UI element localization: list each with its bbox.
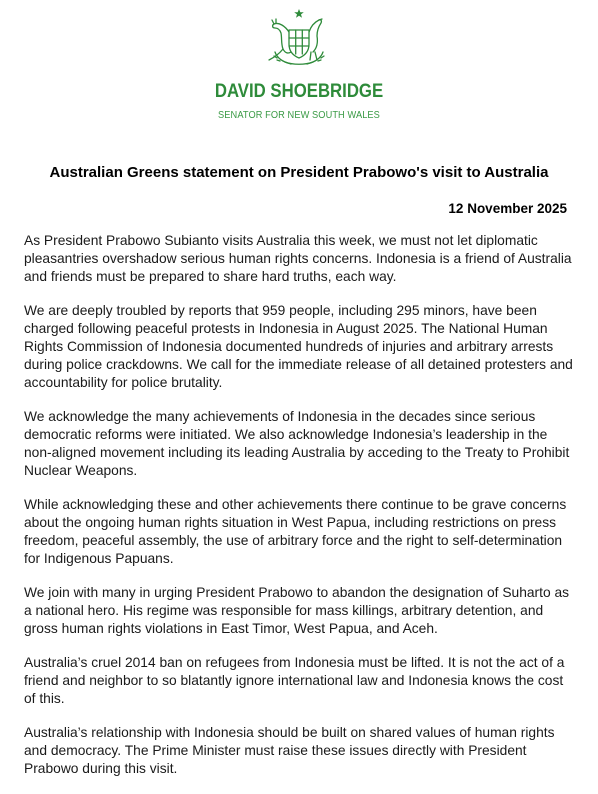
statement-body <box>24 232 576 794</box>
senator-name: DAVID SHOEBRIDGE <box>214 80 384 102</box>
senator-subtitle: SENATOR FOR NEW SOUTH WALES <box>218 109 380 121</box>
statement-date: 12 November 2025 <box>448 201 567 216</box>
paragraph: We join with many in urging President Prabowo to abandon the designation of Suharto as a national hero. His regime was responsible for mass killings, arbitrary detention, and gross human rights violations in East Timor, West Papua, and Aceh. <box>24 585 570 636</box>
paragraph: Australia’s relationship with Indonesia should be built on shared values of human rights and democracy. The Prime Minister must raise these issues directly with President Prabowo during this visit. <box>24 725 555 776</box>
paragraph: We are deeply troubled by reports that 959 people, including 295 minors, have been charged following peaceful protests in Indonesia in August 2025. The National Human Rights Commission of Indonesia documented hundreds of injuries and arbitrary arrests during police crackdowns. We call for the immediate release of all detained protesters and accountability for police brutality. <box>24 303 573 390</box>
paragraph: We acknowledge the many achievements of Indonesia in the decades since serious democratic reforms were initiated. We also acknowledge Indonesia’s leadership in the non-aligned movement including its leading Australia by acceding to the Treaty to Prohibit Nuclear Weapons. <box>24 409 570 478</box>
paragraph: As President Prabowo Subianto visits Australia this week, we must not let diplomatic pleasantries overshadow serious human rights concerns. Indonesia is a friend of Australia and friends must be prepared to share hard truths, each way. <box>24 233 572 284</box>
coat-of-arms-icon <box>261 8 337 72</box>
letterhead <box>0 8 598 121</box>
paragraph: While acknowledging these and other achievements there continue to be grave concerns about the ongoing human rights situation in West Papua, including restrictions on press freedom, peaceful assembly, the use of arbitrary force and the right to self-determination for Indigenous Papuans. <box>24 497 567 566</box>
paragraph: Australia’s cruel 2014 ban on refugees from Indonesia must be lifted. It is not the act of a friend and neighbor to so blatantly ignore international law and Indonesia knows the cost of this. <box>24 655 565 706</box>
statement-title: Australian Greens statement on President Prabowo's visit to Australia <box>49 164 549 181</box>
